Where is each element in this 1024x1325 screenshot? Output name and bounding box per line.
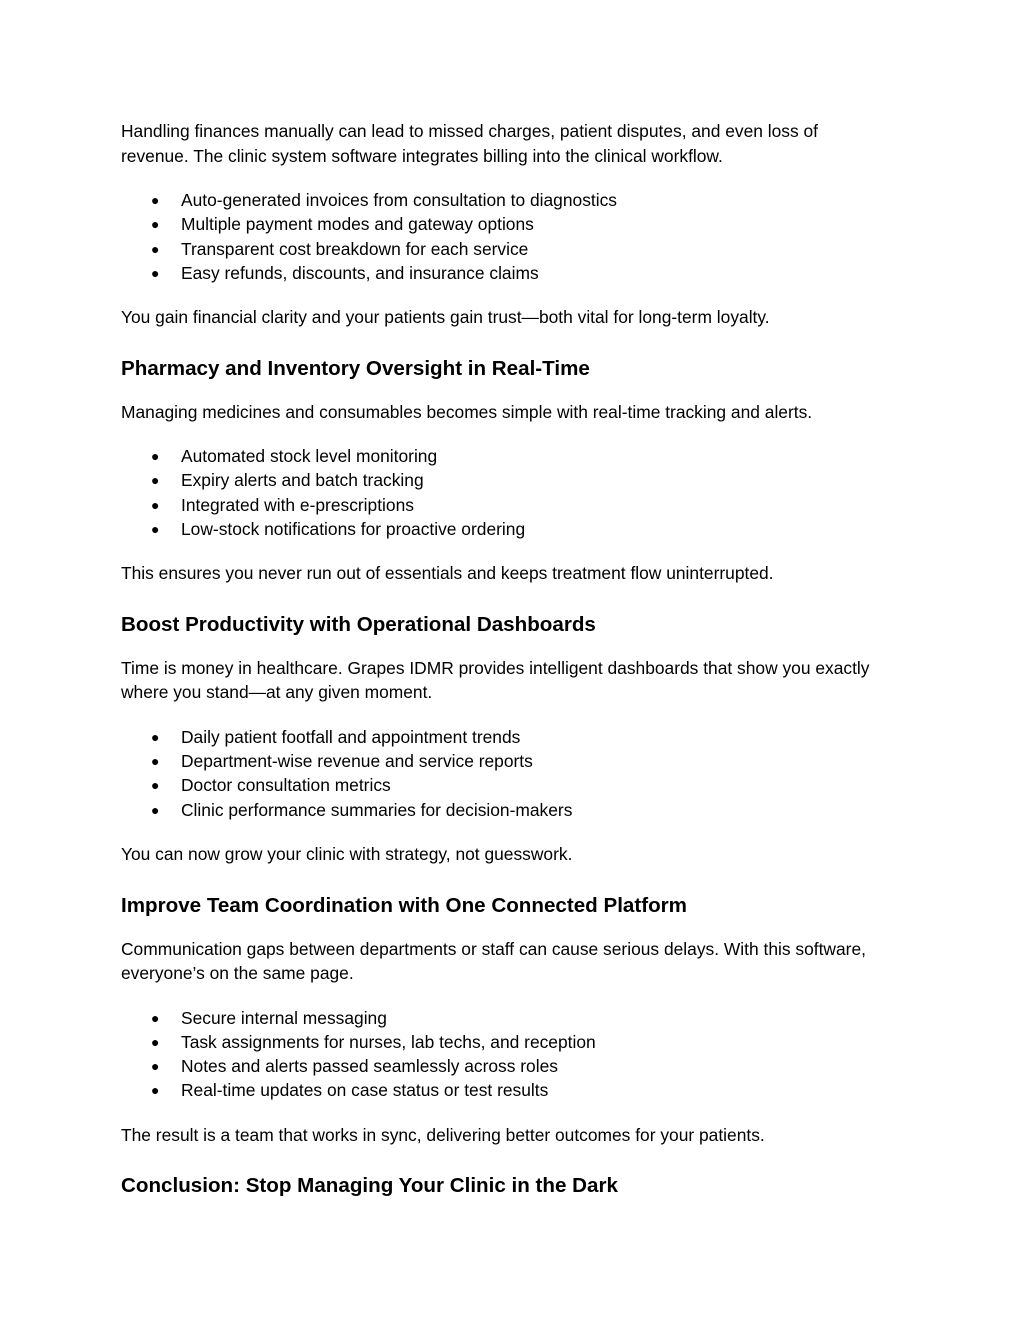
list-item-text: Daily patient footfall and appointment trends <box>181 726 521 747</box>
bullet-icon: ● <box>151 801 160 818</box>
bullet-icon: ● <box>151 448 160 465</box>
bullet-icon: ● <box>151 240 160 257</box>
list-item <box>121 237 881 261</box>
billing-paragraph: Handling finances manually can lead to missed charges, patient disputes, and even loss of revenue. The clinic system software integrates billing into the clinical workflow. <box>121 121 819 166</box>
bullet-icon: ● <box>151 1033 160 1050</box>
dashboards-bullet-list <box>121 725 881 822</box>
team-paragraph: Communication gaps between departments or staff can cause serious delays. With this software, everyone’s on the same page. <box>121 938 866 984</box>
list-item <box>121 493 881 517</box>
list-item <box>121 1006 881 1030</box>
list-item-text: Easy refunds, discounts, and insurance claims <box>181 262 539 283</box>
team-closing: The result is a team that works in sync, delivering better outcomes for your patients. <box>121 1124 765 1145</box>
pharmacy-bullet-list <box>121 444 881 541</box>
bullet-icon: ● <box>151 472 160 489</box>
billing-section <box>121 119 881 330</box>
list-item <box>121 261 881 285</box>
bullet-icon: ● <box>151 1009 160 1026</box>
list-item <box>121 1054 881 1078</box>
bullet-icon: ● <box>151 264 160 281</box>
list-item <box>121 773 881 797</box>
bullet-icon: ● <box>151 521 160 538</box>
list-item <box>121 749 881 773</box>
pharmacy-heading: Pharmacy and Inventory Oversight in Real-Time <box>121 356 590 380</box>
list-item <box>121 725 881 749</box>
bullet-icon: ● <box>151 753 160 770</box>
list-item-text: Multiple payment modes and gateway options <box>181 214 534 235</box>
list-item-text: Auto-generated invoices from consultation to diagnostics <box>181 190 617 210</box>
bullet-icon: ● <box>151 1058 160 1075</box>
pharmacy-closing: This ensures you never run out of essentials and keeps treatment flow uninterrupted. <box>121 563 774 584</box>
conclusion-heading: Conclusion: Stop Managing Your Clinic in the Dark <box>121 1174 618 1198</box>
list-item-text: Real-time updates on case status or test results <box>181 1080 549 1101</box>
list-item <box>121 188 881 212</box>
list-item <box>121 517 881 541</box>
dashboards-heading: Boost Productivity with Operational Dashboards <box>121 612 596 636</box>
bullet-icon: ● <box>151 1082 160 1099</box>
bullet-icon: ● <box>151 777 160 794</box>
billing-bullet-list <box>121 188 881 285</box>
dashboards-section <box>121 612 881 867</box>
list-item-text: Department-wise revenue and service reports <box>181 751 533 772</box>
bullet-icon: ● <box>151 192 160 208</box>
list-item-text: Integrated with e-prescriptions <box>181 494 414 515</box>
dashboards-closing: You can now grow your clinic with strategy, not guesswork. <box>121 844 573 865</box>
list-item <box>121 1078 881 1102</box>
list-item-text: Secure internal messaging <box>181 1007 387 1028</box>
list-item <box>121 798 881 822</box>
pharmacy-paragraph: Managing medicines and consumables becomes simple with real-time tracking and alerts. <box>121 401 813 422</box>
list-item-text: Clinic performance summaries for decision-makers <box>181 799 573 820</box>
list-item <box>121 1030 881 1054</box>
list-item-text: Doctor consultation metrics <box>181 775 391 796</box>
list-item-text: Transparent cost breakdown for each service <box>181 238 529 259</box>
list-item-text: Notes and alerts passed seamlessly across roles <box>181 1056 558 1077</box>
team-heading: Improve Team Coordination with One Connected Platform <box>121 893 687 917</box>
document-page <box>121 119 881 1217</box>
list-item-text: Expiry alerts and batch tracking <box>181 470 424 491</box>
bullet-icon: ● <box>151 216 160 233</box>
team-section <box>121 893 881 1148</box>
list-item-text: Low-stock notifications for proactive ordering <box>181 519 526 540</box>
dashboards-paragraph: Time is money in healthcare. Grapes IDMR provides intelligent dashboards that show you exactly where you stand—at any given moment. <box>121 657 870 703</box>
list-item <box>121 444 881 468</box>
list-item-text: Automated stock level monitoring <box>181 446 438 467</box>
billing-closing: You gain financial clarity and your patients gain trust—both vital for long-term loyalty. <box>121 307 770 328</box>
list-item <box>121 212 881 236</box>
bullet-icon: ● <box>151 728 160 745</box>
conclusion-section <box>121 1173 881 1199</box>
team-bullet-list <box>121 1006 881 1103</box>
pharmacy-section <box>121 356 881 586</box>
bullet-icon: ● <box>151 496 160 513</box>
list-item <box>121 468 881 492</box>
list-item-text: Task assignments for nurses, lab techs, and reception <box>181 1031 596 1052</box>
